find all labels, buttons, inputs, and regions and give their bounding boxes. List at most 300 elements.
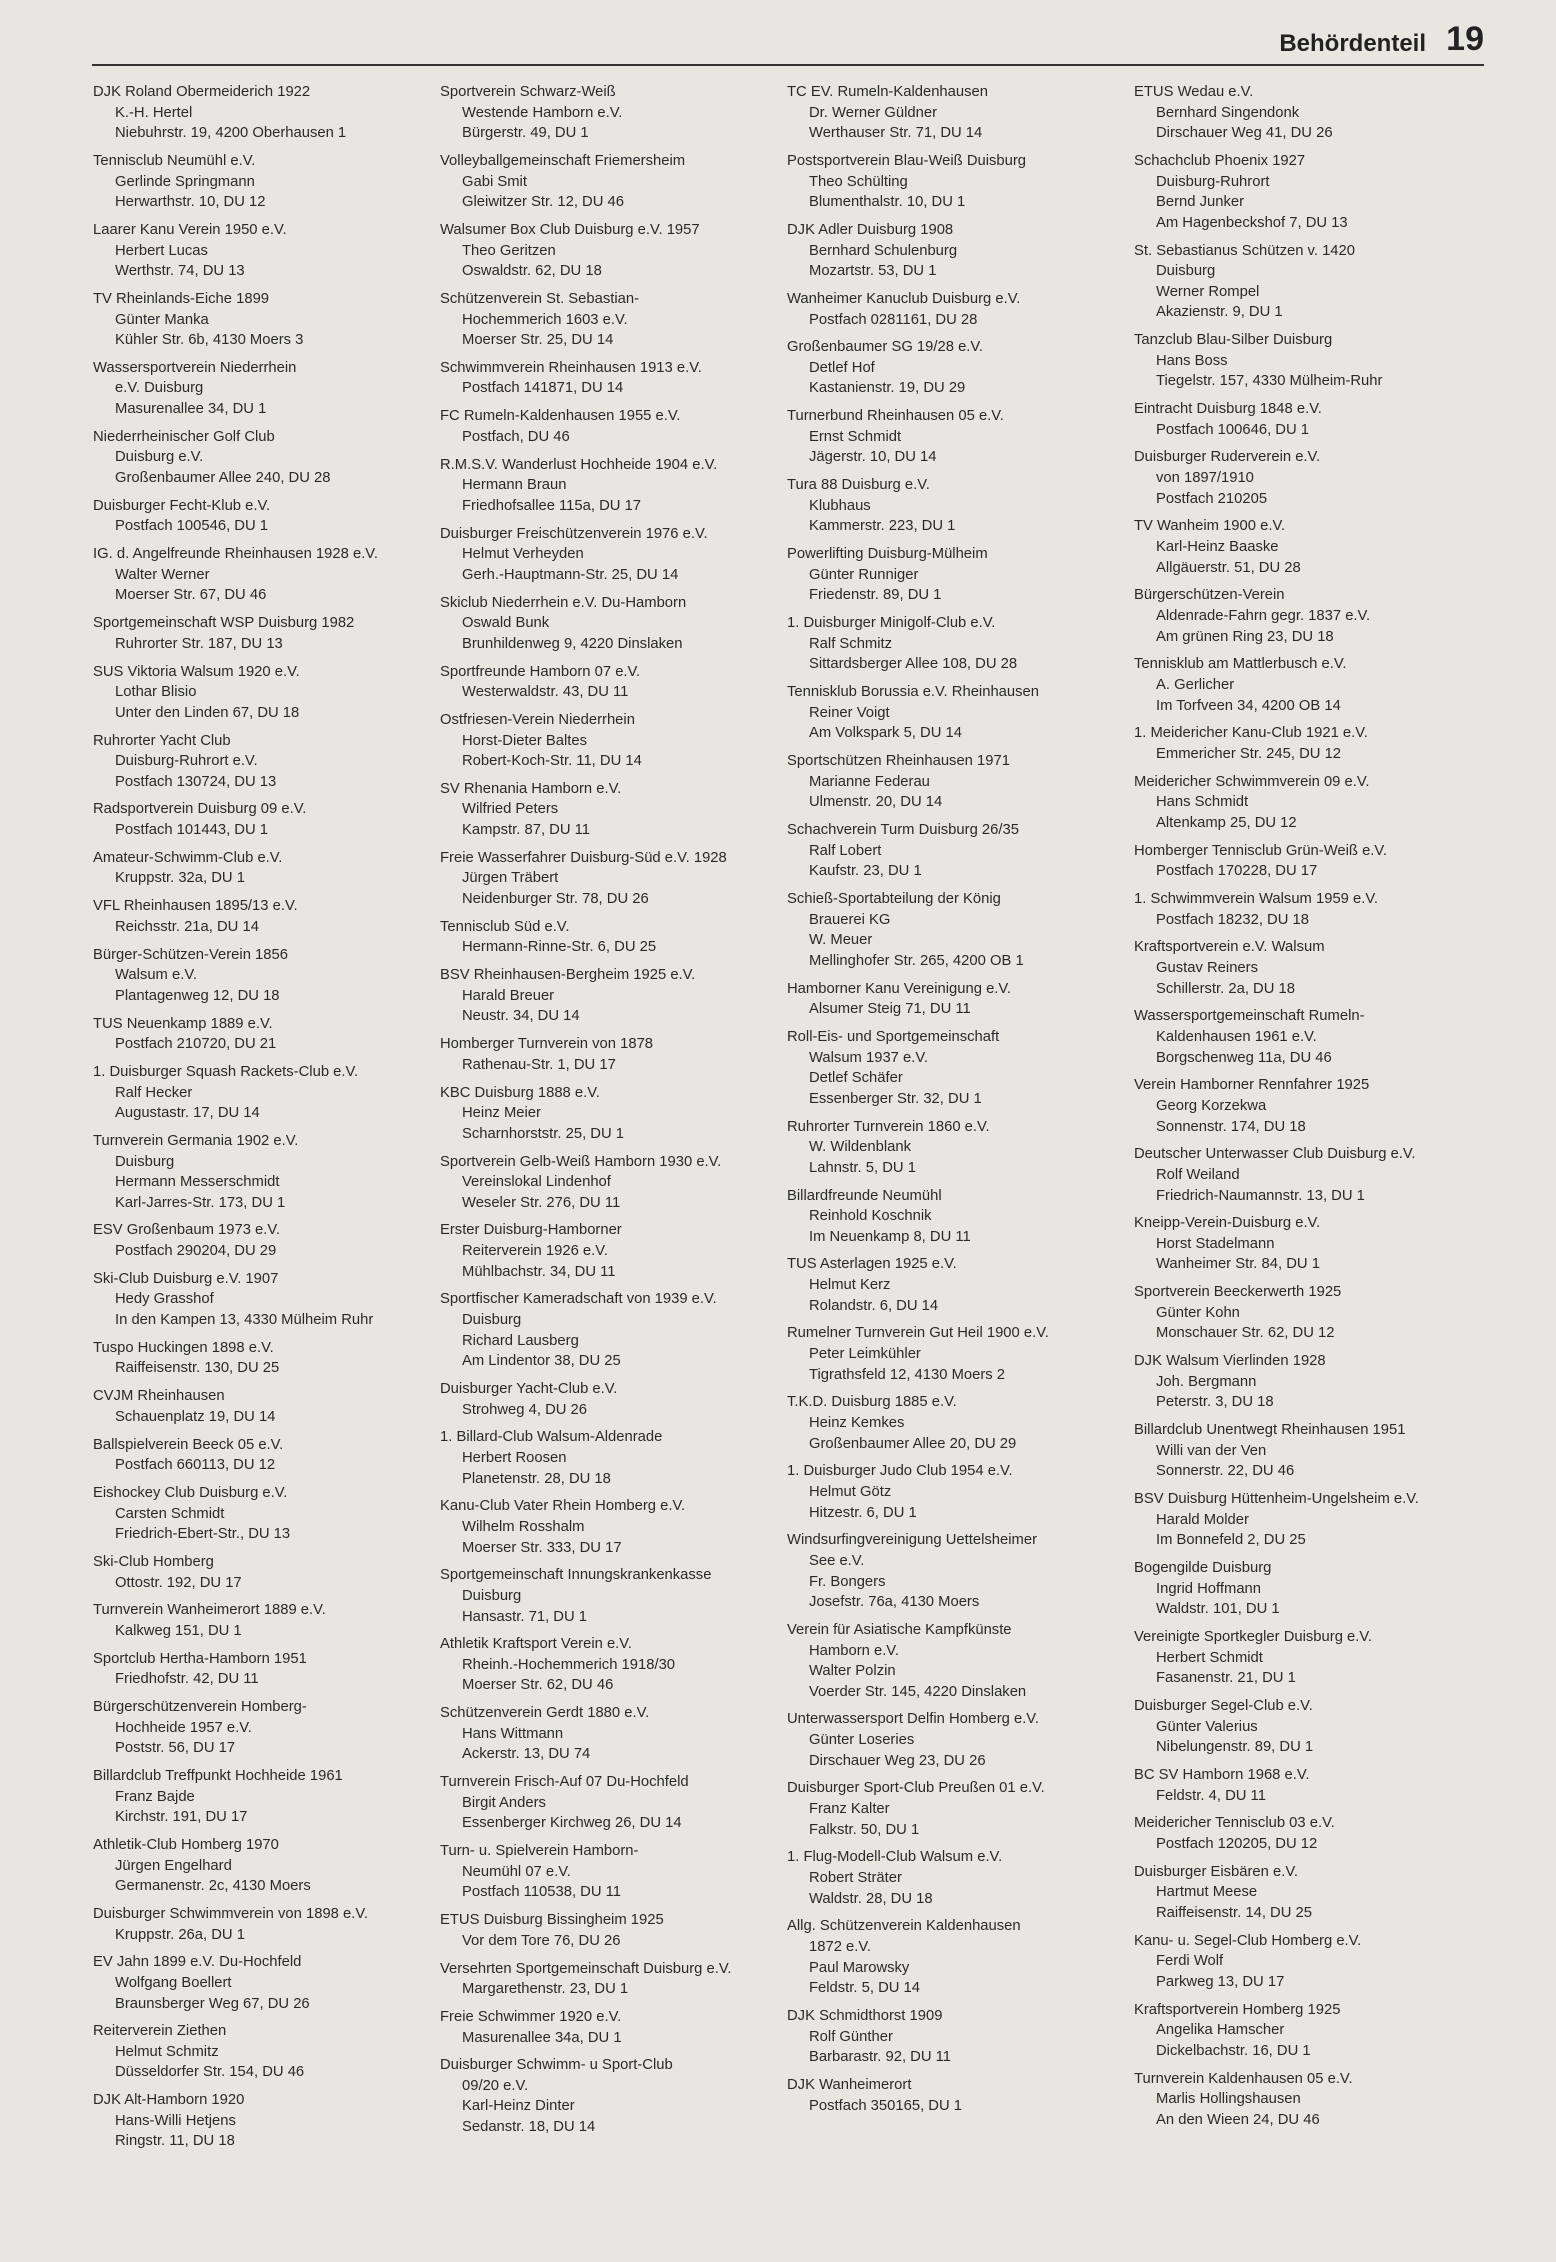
club-detail: Robert Sträter bbox=[809, 1870, 902, 1886]
club-name: DJK Walsum Vierlinden 1928 bbox=[1134, 1353, 1326, 1370]
club-entry bbox=[93, 1386, 440, 1427]
club-detail: Sittardsberger Allee 108, DU 28 bbox=[809, 656, 1018, 673]
club-entry bbox=[93, 1338, 440, 1379]
club-name: FC Rumeln-Kaldenhausen 1955 e.V. bbox=[440, 408, 681, 425]
club-detail: Herbert Roosen bbox=[462, 1449, 567, 1466]
club-detail: Postfach 110538, DU 11 bbox=[462, 1884, 622, 1901]
club-name: Tennisclub Süd e.V. bbox=[440, 918, 570, 935]
club-detail: Voerder Str. 145, 4220 Dinslaken bbox=[809, 1683, 1027, 1700]
club-entry bbox=[440, 1220, 787, 1282]
club-name: 1. Schwimmverein Walsum 1959 e.V. bbox=[1134, 891, 1378, 908]
club-detail: Werthstr. 74, DU 13 bbox=[115, 263, 245, 280]
club-entry bbox=[93, 220, 440, 282]
club-entry bbox=[440, 1841, 787, 1903]
club-detail: Bürgerstr. 49, DU 1 bbox=[462, 125, 589, 142]
club-detail: Horst Stadelmann bbox=[1156, 1235, 1275, 1252]
club-detail: Sonnenstr. 174, DU 18 bbox=[1156, 1118, 1306, 1135]
club-entry bbox=[93, 1952, 440, 2014]
club-name: Meidericher Tennisclub 03 e.V. bbox=[1134, 1815, 1335, 1832]
club-name: Kanu-Club Vater Rhein Homberg e.V. bbox=[440, 1498, 686, 1515]
club-entry bbox=[1134, 1813, 1481, 1854]
club-name: Turnverein Frisch-Auf 07 Du-Hochfeld bbox=[440, 1774, 689, 1791]
club-entry bbox=[93, 1483, 440, 1545]
club-name: BSV Rheinhausen-Bergheim 1925 e.V. bbox=[440, 967, 696, 984]
club-detail: Carsten Schmidt bbox=[115, 1505, 225, 1522]
club-detail: Neumühl 07 e.V. bbox=[462, 1863, 571, 1880]
club-detail: Mellinghofer Str. 265, 4200 OB 1 bbox=[809, 952, 1024, 969]
club-entry bbox=[93, 496, 440, 537]
club-entry bbox=[440, 358, 787, 399]
club-detail: Duisburg bbox=[462, 1587, 522, 1604]
club-detail: Rheinh.-Hochemmerich 1918/30 bbox=[462, 1656, 676, 1673]
club-detail: Postfach 210720, DU 21 bbox=[115, 1036, 277, 1053]
club-detail: Dirschauer Weg 23, DU 26 bbox=[809, 1752, 986, 1769]
club-detail: Wilhelm Rosshalm bbox=[462, 1518, 585, 1535]
club-detail: Günter Kohn bbox=[1156, 1304, 1240, 1321]
club-detail: Dirschauer Weg 41, DU 26 bbox=[1156, 125, 1333, 142]
club-detail: Kruppstr. 32a, DU 1 bbox=[115, 870, 245, 887]
club-name: 1. Billard-Club Walsum-Aldenrade bbox=[440, 1429, 663, 1446]
club-name: Duisburger Schwimmverein von 1898 e.V. bbox=[93, 1905, 368, 1922]
club-detail: Joh. Bergmann bbox=[1156, 1373, 1257, 1390]
club-detail: Postfach 660113, DU 12 bbox=[115, 1457, 276, 1474]
club-detail: Hans Boss bbox=[1156, 352, 1228, 369]
club-entry bbox=[1134, 585, 1481, 647]
club-name: Tura 88 Duisburg e.V. bbox=[787, 477, 930, 494]
club-entry bbox=[93, 427, 440, 489]
club-entry bbox=[787, 337, 1134, 399]
club-name: Bogengilde Duisburg bbox=[1134, 1560, 1272, 1577]
club-detail: Dickelbachstr. 16, DU 1 bbox=[1156, 2042, 1311, 2059]
page-number: 19 bbox=[1446, 20, 1484, 58]
club-detail: Günter Loseries bbox=[809, 1732, 915, 1749]
club-detail: Werner Rompel bbox=[1156, 283, 1260, 300]
club-entry bbox=[1134, 1931, 1481, 1993]
club-name: TC EV. Rumeln-Kaldenhausen bbox=[787, 84, 988, 100]
club-detail: Kaldenhausen 1961 e.V. bbox=[1156, 1028, 1317, 1045]
club-name: Sportverein Schwarz-Weiß bbox=[440, 84, 616, 100]
club-detail: Aldenrade-Fahrn gegr. 1837 e.V. bbox=[1156, 607, 1371, 624]
club-name: Roll-Eis- und Sportgemeinschaft bbox=[787, 1028, 1000, 1045]
club-entry bbox=[93, 799, 440, 840]
club-name: Freie Wasserfahrer Duisburg-Süd e.V. 1928 bbox=[440, 849, 727, 866]
club-detail: Planetenstr. 28, DU 18 bbox=[462, 1470, 611, 1487]
club-detail: Feldstr. 4, DU 11 bbox=[1156, 1787, 1266, 1804]
club-name: Sportverein Beeckerwerth 1925 bbox=[1134, 1284, 1342, 1301]
club-name: Kneipp-Verein-Duisburg e.V. bbox=[1134, 1215, 1321, 1232]
club-detail: Postfach 101443, DU 1 bbox=[115, 822, 268, 839]
club-entry bbox=[93, 1835, 440, 1897]
club-detail: A. Gerlicher bbox=[1156, 676, 1235, 693]
club-name: Radsportverein Duisburg 09 e.V. bbox=[93, 801, 307, 818]
club-detail: Germanenstr. 2c, 4130 Moers bbox=[115, 1878, 311, 1895]
club-detail: Horst-Dieter Baltes bbox=[462, 732, 587, 749]
club-detail: Postfach 100646, DU 1 bbox=[1156, 421, 1309, 438]
club-name: Kanu- u. Segel-Club Homberg e.V. bbox=[1134, 1932, 1362, 1949]
club-entry bbox=[787, 751, 1134, 813]
club-detail: Postfach 130724, DU 13 bbox=[115, 773, 277, 790]
club-name: T.K.D. Duisburg 1885 e.V. bbox=[787, 1394, 957, 1411]
club-name: Wassersportverein Niederrhein bbox=[93, 359, 297, 376]
club-entry bbox=[787, 979, 1134, 1020]
club-name: Kraftsportverein Homberg 1925 bbox=[1134, 2001, 1341, 2018]
club-name: Billardclub Treffpunkt Hochheide 1961 bbox=[93, 1768, 343, 1784]
club-name: Bürgerschützenverein Homberg- bbox=[93, 1699, 307, 1716]
club-entry bbox=[787, 1392, 1134, 1454]
club-name: Ski-Club Homberg bbox=[93, 1553, 214, 1570]
club-name: DJK Wanheimerort bbox=[787, 2076, 912, 2093]
club-entry bbox=[787, 682, 1134, 744]
club-entry bbox=[1134, 889, 1481, 930]
club-name: Ruhrorter Turnverein 1860 e.V. bbox=[787, 1118, 990, 1135]
club-name: Volleyballgemeinschaft Friemersheim bbox=[440, 152, 686, 169]
club-detail: Raiffeisenstr. 14, DU 25 bbox=[1156, 1904, 1312, 1921]
club-detail: Franz Bajde bbox=[115, 1788, 195, 1805]
club-name: Erster Duisburg-Hamborner bbox=[440, 1222, 622, 1239]
club-detail: Marianne Federau bbox=[809, 773, 930, 790]
club-name: Ruhrorter Yacht Club bbox=[93, 732, 231, 749]
club-detail: Ralf Lobert bbox=[809, 842, 882, 859]
club-entry bbox=[1134, 241, 1481, 323]
club-detail: Friedhofsallee 115a, DU 17 bbox=[462, 497, 642, 514]
club-detail: Ferdi Wolf bbox=[1156, 1953, 1224, 1970]
club-detail: Duisburg bbox=[462, 1312, 522, 1329]
club-detail: Waldstr. 28, DU 18 bbox=[809, 1890, 933, 1907]
club-detail: Kaufstr. 23, DU 1 bbox=[809, 863, 922, 880]
club-detail: Vereinslokal Lindenhof bbox=[462, 1174, 611, 1191]
club-detail: Georg Korzekwa bbox=[1156, 1097, 1267, 1114]
club-entry bbox=[1134, 1144, 1481, 1206]
club-detail: Angelika Hamscher bbox=[1156, 2022, 1285, 2039]
club-name: TUS Neuenkamp 1889 e.V. bbox=[93, 1015, 273, 1032]
club-entry bbox=[787, 1620, 1134, 1702]
club-name: Billardclub Unentwegt Rheinhausen 1951 bbox=[1134, 1422, 1406, 1439]
club-entry bbox=[93, 1766, 440, 1828]
club-entry bbox=[1134, 1006, 1481, 1068]
club-detail: Gustav Reiners bbox=[1156, 960, 1258, 976]
club-detail: Duisburg bbox=[115, 1153, 175, 1170]
club-detail: Günter Manka bbox=[115, 311, 209, 328]
club-name: Postsportverein Blau-Weiß Duisburg bbox=[787, 152, 1027, 169]
club-entry bbox=[440, 1289, 787, 1371]
club-detail: Moerser Str. 25, DU 14 bbox=[462, 332, 614, 349]
club-entry bbox=[440, 2007, 787, 2048]
club-name: Schwimmverein Rheinhausen 1913 e.V. bbox=[440, 359, 702, 376]
club-name: St. Sebastianus Schützen v. 1420 bbox=[1134, 242, 1355, 259]
club-detail: Friedrich-Ebert-Str., DU 13 bbox=[115, 1526, 291, 1543]
club-entry bbox=[440, 710, 787, 772]
club-name: Billardfreunde Neumühl bbox=[787, 1187, 942, 1204]
club-detail: Postfach 141871, DU 14 bbox=[462, 380, 624, 397]
club-detail: Reinhold Koschnik bbox=[809, 1208, 932, 1225]
club-detail: Birgit Anders bbox=[462, 1794, 546, 1811]
club-detail: Walsum e.V. bbox=[115, 967, 197, 984]
club-entry bbox=[1134, 516, 1481, 578]
club-detail: Gleiwitzer Str. 12, DU 46 bbox=[462, 194, 624, 211]
club-detail: Harald Molder bbox=[1156, 1511, 1249, 1528]
club-name: Duisburger Freischützenverein 1976 e.V. bbox=[440, 525, 708, 542]
club-detail: Unter den Linden 67, DU 18 bbox=[115, 704, 300, 721]
club-name: Athletik-Club Homberg 1970 bbox=[93, 1836, 279, 1853]
club-detail: Neidenburger Str. 78, DU 26 bbox=[462, 891, 649, 908]
club-detail: Masurenallee 34a, DU 1 bbox=[462, 2029, 622, 2046]
club-detail: Nibelungenstr. 89, DU 1 bbox=[1156, 1739, 1314, 1756]
club-detail: Niebuhrstr. 19, 4200 Oberhausen 1 bbox=[115, 125, 347, 142]
club-entry bbox=[440, 1083, 787, 1145]
club-detail: Alsumer Steig 71, DU 11 bbox=[809, 1001, 971, 1018]
club-detail: Fr. Bongers bbox=[809, 1573, 886, 1590]
club-detail: Helmut Kerz bbox=[809, 1277, 891, 1294]
club-name: Tennisklub am Mattlerbusch e.V. bbox=[1134, 656, 1347, 673]
club-name: Powerlifting Duisburg-Mülheim bbox=[787, 546, 988, 563]
club-detail: Günter Valerius bbox=[1156, 1718, 1258, 1735]
club-entry bbox=[440, 1379, 787, 1420]
club-detail: Am Hagenbeckshof 7, DU 13 bbox=[1156, 214, 1348, 231]
club-detail: Hochheide 1957 e.V. bbox=[115, 1719, 252, 1736]
club-entry bbox=[787, 475, 1134, 537]
club-entry bbox=[1134, 82, 1481, 144]
club-name: Homberger Turnverein von 1878 bbox=[440, 1036, 654, 1053]
club-name: SV Rhenania Hamborn e.V. bbox=[440, 780, 622, 797]
club-name: Walsumer Box Club Duisburg e.V. 1957 bbox=[440, 221, 700, 238]
club-detail: Feldstr. 5, DU 14 bbox=[809, 1980, 921, 1997]
club-detail: 1872 e.V. bbox=[809, 1938, 871, 1955]
club-detail: Robert-Koch-Str. 11, DU 14 bbox=[462, 753, 642, 770]
club-name: Duisburger Segel-Club e.V. bbox=[1134, 1698, 1313, 1715]
club-detail: Westerwaldstr. 43, DU 11 bbox=[462, 684, 629, 701]
club-detail: Rolf Günther bbox=[809, 2028, 893, 2045]
club-entry bbox=[93, 1904, 440, 1945]
club-detail: Im Bonnefeld 2, DU 25 bbox=[1156, 1532, 1306, 1549]
club-entry bbox=[787, 613, 1134, 675]
club-entry bbox=[1134, 399, 1481, 440]
club-name: Tuspo Huckingen 1898 e.V. bbox=[93, 1339, 274, 1356]
club-name: Deutscher Unterwasser Club Duisburg e.V. bbox=[1134, 1146, 1416, 1163]
club-name: 1. Flug-Modell-Club Walsum e.V. bbox=[787, 1849, 1003, 1866]
club-detail: Sedanstr. 18, DU 14 bbox=[462, 2119, 596, 2136]
club-detail: Borgschenweg 11a, DU 46 bbox=[1156, 1049, 1332, 1066]
club-entry bbox=[787, 1117, 1134, 1179]
club-name: Amateur-Schwimm-Club e.V. bbox=[93, 849, 283, 866]
club-entry bbox=[93, 358, 440, 420]
club-entry bbox=[93, 896, 440, 937]
club-entry bbox=[93, 613, 440, 654]
club-name: Kraftsportverein e.V. Walsum bbox=[1134, 939, 1325, 956]
club-entry bbox=[440, 406, 787, 447]
club-detail: Jägerstr. 10, DU 14 bbox=[809, 449, 937, 466]
club-detail: 09/20 e.V. bbox=[462, 2077, 529, 2094]
club-detail: Herbert Schmidt bbox=[1156, 1649, 1263, 1666]
club-detail: Harald Breuer bbox=[462, 987, 555, 1004]
club-entry bbox=[440, 1634, 787, 1696]
club-name: VFL Rheinhausen 1895/13 e.V. bbox=[93, 898, 298, 915]
club-name: IG. d. Angelfreunde Rheinhausen 1928 e.V. bbox=[93, 546, 378, 563]
club-entry bbox=[93, 1435, 440, 1476]
club-detail: Karl-Jarres-Str. 173, DU 1 bbox=[115, 1194, 286, 1211]
club-detail: Essenberger Str. 32, DU 1 bbox=[809, 1090, 982, 1107]
club-detail: Oswaldstr. 62, DU 18 bbox=[462, 263, 602, 280]
club-entry bbox=[440, 662, 787, 703]
club-entry bbox=[787, 544, 1134, 606]
club-entry bbox=[1134, 1862, 1481, 1924]
club-detail: Barbarastr. 92, DU 11 bbox=[809, 2049, 952, 2066]
club-detail: Mühlbachstr. 34, DU 11 bbox=[462, 1263, 616, 1280]
club-detail: Waldstr. 101, DU 1 bbox=[1156, 1601, 1280, 1618]
club-detail: Weseler Str. 276, DU 11 bbox=[462, 1194, 621, 1211]
club-detail: Hans-Willi Hetjens bbox=[115, 2112, 236, 2129]
club-name: Laarer Kanu Verein 1950 e.V. bbox=[93, 221, 287, 238]
club-detail: Düsseldorfer Str. 154, DU 46 bbox=[115, 2064, 305, 2081]
club-entry bbox=[1134, 772, 1481, 834]
club-name: Hamborner Kanu Vereinigung e.V. bbox=[787, 980, 1012, 997]
club-detail: Rathenau-Str. 1, DU 17 bbox=[462, 1056, 616, 1073]
club-name: Schützenverein Gerdt 1880 e.V. bbox=[440, 1705, 650, 1722]
club-entry bbox=[93, 151, 440, 213]
club-detail: Klubhaus bbox=[809, 497, 871, 514]
club-detail: Jürgen Engelhard bbox=[115, 1857, 232, 1874]
club-name: Niederrheinischer Golf Club bbox=[93, 428, 275, 445]
club-name: Duisburger Eisbären e.V. bbox=[1134, 1863, 1298, 1880]
club-name: Verein Hamborner Rennfahrer 1925 bbox=[1134, 1077, 1370, 1094]
club-detail: Sonnerstr. 22, DU 46 bbox=[1156, 1463, 1295, 1480]
club-entry bbox=[1134, 723, 1481, 764]
club-entry bbox=[787, 406, 1134, 468]
club-detail: Mozartstr. 53, DU 1 bbox=[809, 263, 937, 280]
club-entry bbox=[787, 289, 1134, 330]
club-detail: Bernd Junker bbox=[1156, 194, 1245, 211]
club-detail: Moerser Str. 333, DU 17 bbox=[462, 1539, 622, 1556]
club-detail: Herbert Lucas bbox=[115, 242, 208, 259]
club-detail: von 1897/1910 bbox=[1156, 470, 1254, 487]
club-entry bbox=[787, 1530, 1134, 1612]
club-entry bbox=[440, 151, 787, 213]
club-detail: Postfach, DU 46 bbox=[462, 428, 570, 445]
club-name: Sportgemeinschaft WSP Duisburg 1982 bbox=[93, 615, 355, 632]
club-name: TUS Asterlagen 1925 e.V. bbox=[787, 1256, 957, 1273]
club-name: Skiclub Niederrhein e.V. Du-Hamborn bbox=[440, 594, 687, 611]
club-name: Sportfreunde Hamborn 07 e.V. bbox=[440, 663, 641, 680]
club-detail: Postfach 18232, DU 18 bbox=[1156, 911, 1309, 928]
club-detail: Marlis Hollingshausen bbox=[1156, 2091, 1301, 2108]
club-detail: Wanheimer Str. 84, DU 1 bbox=[1156, 1256, 1320, 1273]
club-detail: Helmut Verheyden bbox=[462, 546, 584, 563]
club-name: Schachverein Turm Duisburg 26/35 bbox=[787, 822, 1019, 839]
club-entry bbox=[787, 1186, 1134, 1248]
club-detail: Bernhard Schulenburg bbox=[809, 242, 958, 259]
club-detail: Neustr. 34, DU 14 bbox=[462, 1008, 580, 1025]
club-entry bbox=[1134, 841, 1481, 882]
club-detail: Ingrid Hoffmann bbox=[1156, 1580, 1262, 1597]
club-name: Duisburger Fecht-Klub e.V. bbox=[93, 497, 271, 514]
club-detail: Detlef Hof bbox=[809, 359, 875, 376]
club-name: BSV Duisburg Hüttenheim-Ungelsheim e.V. bbox=[1134, 1491, 1419, 1508]
club-detail: Hochemmerich 1603 e.V. bbox=[462, 311, 628, 328]
club-detail: Ralf Schmitz bbox=[809, 635, 893, 652]
club-entry bbox=[440, 2055, 787, 2137]
club-entry bbox=[787, 820, 1134, 882]
club-entry bbox=[440, 524, 787, 586]
club-entry bbox=[93, 82, 440, 144]
club-entry bbox=[93, 662, 440, 724]
club-entry bbox=[93, 1131, 440, 1213]
club-name: Windsurfingvereinigung Uettelsheimer bbox=[787, 1532, 1038, 1549]
club-entry bbox=[93, 2090, 440, 2152]
club-name: Schieß-Sportabteilung der König bbox=[787, 891, 1001, 908]
club-entry bbox=[1134, 1696, 1481, 1758]
club-entry bbox=[440, 220, 787, 282]
club-name: TV Rheinlands-Eiche 1899 bbox=[93, 290, 270, 307]
club-detail: Akazienstr. 9, DU 1 bbox=[1156, 304, 1283, 321]
club-name: Sportfischer Kameradschaft von 1939 e.V. bbox=[440, 1291, 717, 1308]
club-detail: Ruhrorter Str. 187, DU 13 bbox=[115, 635, 283, 652]
club-detail: Moerser Str. 62, DU 46 bbox=[462, 1677, 614, 1694]
club-detail: Werthauser Str. 71, DU 14 bbox=[809, 125, 983, 142]
club-detail: Rolandstr. 6, DU 14 bbox=[809, 1297, 939, 1314]
club-name: Sportschützen Rheinhausen 1971 bbox=[787, 753, 1010, 770]
club-entry bbox=[1134, 1351, 1481, 1413]
club-detail: Gerh.-Hauptmann-Str. 25, DU 14 bbox=[462, 566, 679, 583]
club-name: ETUS Duisburg Bissingheim 1925 bbox=[440, 1912, 664, 1929]
club-detail: Reiner Voigt bbox=[809, 704, 890, 721]
club-name: Schachclub Phoenix 1927 bbox=[1134, 152, 1306, 169]
club-name: SUS Viktoria Walsum 1920 e.V. bbox=[93, 663, 300, 680]
club-name: Versehrten Sportgemeinschaft Duisburg e.V. bbox=[440, 1960, 732, 1977]
club-detail: Postfach 0281161, DU 28 bbox=[809, 311, 978, 328]
club-detail: Falkstr. 50, DU 1 bbox=[809, 1821, 920, 1838]
club-entry bbox=[1134, 2000, 1481, 2062]
club-entry bbox=[440, 917, 787, 958]
club-name: 1. Duisburger Squash Rackets-Club e.V. bbox=[93, 1063, 359, 1080]
club-detail: Postfach 290204, DU 29 bbox=[115, 1243, 277, 1260]
club-entry bbox=[440, 848, 787, 910]
club-entry bbox=[93, 1600, 440, 1641]
club-detail: Gabi Smit bbox=[462, 173, 527, 190]
section-title: Behördenteil bbox=[1279, 30, 1426, 57]
club-detail: Raiffeisenstr. 130, DU 25 bbox=[115, 1360, 280, 1377]
club-detail: Bernhard Singendonk bbox=[1156, 104, 1300, 121]
club-detail: Rolf Weiland bbox=[1156, 1166, 1240, 1183]
club-name: Eintracht Duisburg 1848 e.V. bbox=[1134, 401, 1322, 418]
club-detail: Herwarthstr. 10, DU 12 bbox=[115, 194, 266, 211]
club-name: EV Jahn 1899 e.V. Du-Hochfeld bbox=[93, 1954, 302, 1971]
club-name: Allg. Schützenverein Kaldenhausen bbox=[787, 1918, 1021, 1935]
club-entry bbox=[440, 1565, 787, 1627]
club-entry bbox=[1134, 2069, 1481, 2131]
club-entry bbox=[93, 544, 440, 606]
club-detail: Jürgen Träbert bbox=[462, 870, 559, 887]
club-entry bbox=[440, 289, 787, 351]
club-entry bbox=[787, 1847, 1134, 1909]
club-detail: Altenkamp 25, DU 12 bbox=[1156, 814, 1297, 831]
club-detail: Walter Werner bbox=[115, 566, 210, 583]
club-name: Sportverein Gelb-Weiß Hamborn 1930 e.V. bbox=[440, 1153, 722, 1170]
club-detail: Moerser Str. 67, DU 46 bbox=[115, 587, 267, 604]
club-name: Großenbaumer SG 19/28 e.V. bbox=[787, 339, 984, 356]
club-detail: Hermann Messerschmidt bbox=[115, 1174, 280, 1191]
club-detail: Am Lindentor 38, DU 25 bbox=[462, 1353, 621, 1370]
club-entry bbox=[787, 2006, 1134, 2068]
club-detail: Duisburg bbox=[1156, 263, 1216, 280]
club-entry bbox=[440, 1427, 787, 1489]
club-entry bbox=[1134, 330, 1481, 392]
club-name: Turnverein Kaldenhausen 05 e.V. bbox=[1134, 2070, 1353, 2087]
club-detail: Schauenplatz 19, DU 14 bbox=[115, 1408, 276, 1425]
club-detail: Hans Wittmann bbox=[462, 1725, 564, 1742]
club-detail: Günter Runniger bbox=[809, 566, 919, 583]
club-name: Duisburger Sport-Club Preußen 01 e.V. bbox=[787, 1780, 1045, 1797]
club-name: DJK Adler Duisburg 1908 bbox=[787, 221, 954, 238]
club-detail: Reichsstr. 21a, DU 14 bbox=[115, 918, 259, 935]
